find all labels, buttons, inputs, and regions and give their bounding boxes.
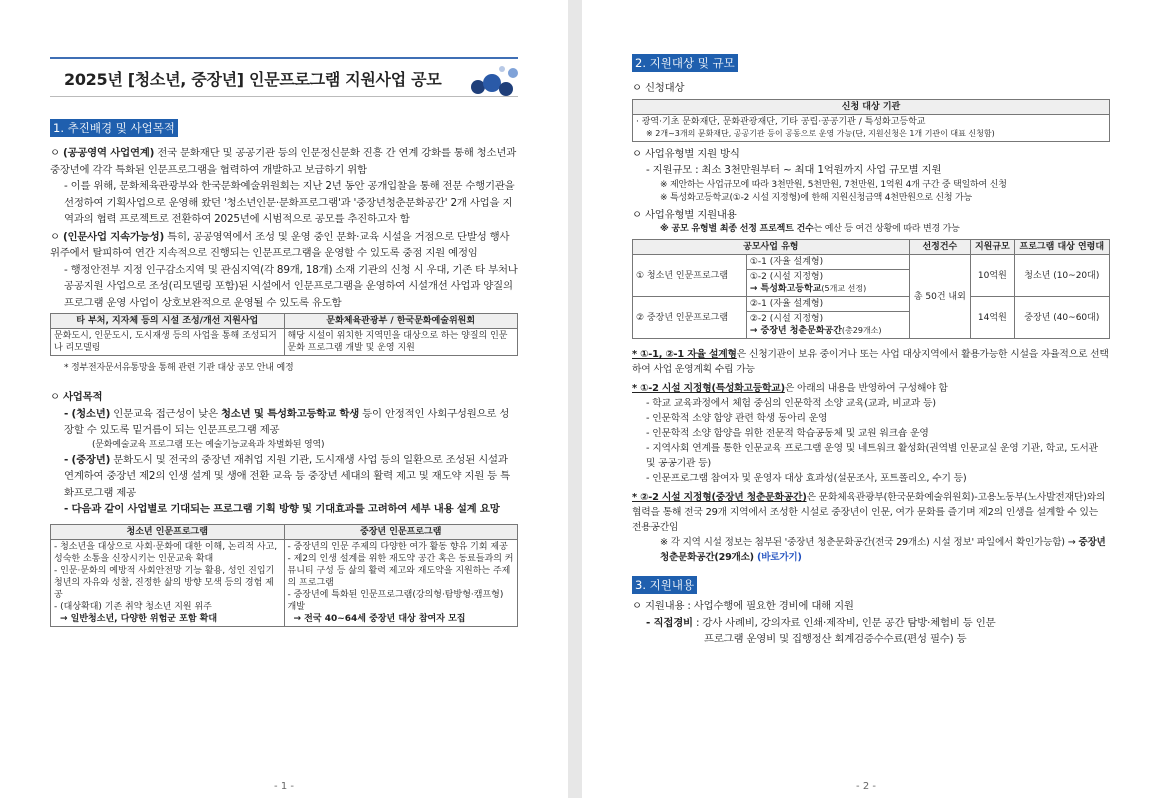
list-item: · 광역·기초 문화재단, 문화관광재단, 기타 공립·공공기관 / 특성화고등학교	[636, 116, 926, 127]
type-item: - 지원규모 : 최소 3천만원부터 ~ 최대 1억원까지 사업 규모별 지원	[646, 164, 942, 176]
page-number: - 1 -	[274, 781, 294, 792]
section-3-heading-row	[632, 574, 1110, 594]
target-institution-table	[632, 99, 1110, 142]
page-number: - 2 -	[856, 781, 876, 792]
type-item: ※ 제안하는 사업규모에 따라 3천만원, 5천만원, 7천만원, 1억원 4개 구간 중 택일하여 신청	[660, 179, 1007, 190]
background-1-text: 전국 문화재단 및 공공기관 등의 인문정신문화 진흥 간 연계 강화를 통해 청소년과 중장년에 각각 특화된 인문프로그램을 협력하여 개발하고 보급하기 위함	[50, 147, 517, 176]
section-2-heading: 2. 지원대상 및 규모	[632, 54, 738, 72]
table-cell: ②-1 (자율 설계형)	[746, 297, 909, 312]
table-header: 공모사업 유형	[633, 240, 910, 255]
list-item: - 인문학적 소양 함양 관련 학생 동아리 운영	[646, 413, 828, 424]
purpose-youth-sub: (문화예술교육 프로그램 또는 예술기능교육과 차별화된 영역)	[92, 439, 325, 450]
direct-expense: - 직접경비 : 강사 사례비, 강의자료 인쇄·제작비, 인문 공간 탐방·체험비 등 인문	[646, 616, 996, 629]
background-1-sub: - 이를 위해, 문화체육관광부와 한국문화예술위원회는 지난 2년 동안 공개입찰을 통해 전문 수행기관을 선정하여 기획사업으로 운영해 왔던 '청소년인문·문화프로그램'과 '중장년청춘문화공간' 2개 사업을 지역과의 협력 프로젝트로 전환하여 2025년에 시범적으로 공모를 추진하고자 함	[64, 180, 515, 225]
document-page-2	[582, 0, 1150, 798]
table-cell: ①-1 (자율 설계형)	[746, 255, 909, 270]
table-cell: ②-2 (시설 지정형) → 중장년 청춘문화공간(총29개소)	[746, 312, 909, 339]
section-1-heading-row	[50, 117, 518, 137]
bullet-o-icon: ㅇ	[50, 391, 63, 403]
support-content: ㅇ 지원내용 : 사업수행에 필요한 경비에 대해 지원	[632, 600, 854, 612]
table-cell: 문화도시, 인문도시, 도시재생 등의 사업을 통해 조성되거나 리모델링	[51, 329, 285, 356]
document-page-1	[0, 0, 568, 798]
list-item: - 인문프로그램 참여자 및 운영자 대상 효과성(설문조사, 포트폴리오, 수기 등)	[646, 473, 967, 484]
list-item: → 일반청소년, 다양한 위험군 포함 확대	[60, 613, 218, 624]
table-cell	[51, 539, 285, 626]
content-heading: ㅇ 사업유형별 지원내용	[632, 208, 737, 221]
table-cell: 14억원	[971, 297, 1015, 339]
list-item: - 지역사회 연계를 통한 인문교육 프로그램 운영 및 네트워크 활성화(권역별 인문교실 운영 기관, 학교, 도서관 및 공공기관 등)	[646, 443, 1098, 469]
list-item: - 중장년에 특화된 인문프로그램(강의형·탐방형·캠프형) 개발	[287, 589, 504, 612]
table-header: 청소년 인문프로그램	[51, 524, 285, 539]
list-item: - 제2의 인생 설계를 위한 재도약 공간 혹은 동료들과의 커뮤니티 구성 등 삶의 활력 제고와 재도약을 지원하는 주제의 프로그램	[287, 553, 514, 588]
direct-expense-cont: 프로그램 운영비 및 집행정산 회계검증수수료(편성 필수) 등	[704, 633, 967, 645]
table-header: 프로그램 대상 연령대	[1014, 240, 1109, 255]
list-item: ※ 2개~3개의 문화재단, 공공기관 등이 공동으로 운영 가능(단, 지원신청은 1개 기관이 대표 신청함)	[646, 128, 995, 138]
purpose-middle-age: - (중장년) 문화도시 및 전국의 중장년 재취업 지원 기관, 도시재생 사업 등의 일환으로 조성된 시설과 연계하여 중장년 제2의 인생 설계 및 생애 전환 교육 등 중장년 세대의 활력 제고 및 재도약 지원 등 특화프로그램 제공	[64, 453, 510, 499]
list-item: - 중장년의 인문 주제의 다양한 여가 활동 향유 기회 제공	[287, 541, 508, 552]
background-1-head: (공공영역 사업연계)	[62, 147, 155, 159]
document-title-box	[50, 57, 518, 97]
background-2-text: 특히, 공공영역에서 조성 및 운영 중인 문화·교육 시설을 거점으로 단발성 행사 위주에서 탈피하여 연간 지속적으로 진행되는 인문프로그램을 운영할 수 있도록 중점 지원 예정임	[50, 230, 510, 259]
section-1-heading: 1. 추진배경 및 사업목적	[50, 119, 178, 137]
note-facility-center-sub: ※ 각 지역 시설 정보는 첨부된 '중장년 청춘문화공간(전국 29개소) 시설 정보' 파일에서 확인가능함) → 중장년청춘문화공간(29개소) (바로가기)	[660, 537, 1106, 563]
list-item: ①-2 (시설 지정형)	[749, 272, 824, 282]
type-item: ※ 특성화고등학교(①-2 시설 지정형)에 한해 지원신청금액 4천만원으로 신청 가능	[660, 192, 973, 203]
background-2	[50, 229, 518, 262]
list-item: → 전국 40~64세 중장년 대상 참여자 모집	[293, 613, 466, 624]
bullet-o-icon: ㅇ	[50, 147, 63, 159]
title-decoration-icon	[466, 59, 518, 96]
table-cell	[284, 539, 518, 626]
list-item: ②-2 (시설 지정형)	[749, 314, 824, 324]
table-cell: ①-2 (시설 지정형) → 특성화고등학교(5개교 선정)	[746, 270, 909, 297]
table-header: 지원규모	[971, 240, 1015, 255]
purpose-heading: ㅇ 사업목적	[50, 391, 103, 403]
purpose-youth: - (청소년) 인문교육 접근성이 낮은 청소년 및 특성화고등학교 학생 등이 안정적인 사회구성원으로 성장할 수 있도록 밑거름이 되는 인문프로그램 제공	[64, 407, 510, 436]
note-facility-center: * ②-2 시설 지정형(중장년 청춘문화공간)은 문화체육관광부(한국문화예술위원회)-고용노동부(노사발전재단)와의 협력을 통해 전국 29개 지역에서 조성한 시설로 중장년이 인문, 여가 문화를 즐기며 제2의 인생을 설계할 수 있는 전용공간임	[632, 492, 1106, 533]
background-1	[50, 145, 518, 178]
section-2-heading-row	[632, 52, 1110, 72]
table-cell: 해당 시설이 위치한 지역민을 대상으로 하는 양질의 인문문화 프로그램 개발 및 운영 지원	[284, 329, 518, 356]
target-heading: ㅇ 신청대상	[632, 82, 685, 94]
list-item: - 인문학적 소양 함양을 위한 전문적 학습공동체 및 교원 워크숍 운영	[646, 428, 929, 439]
table-cell	[633, 114, 1110, 141]
support-comparison-table	[50, 313, 518, 356]
table-cell: ① 청소년 인문프로그램	[633, 255, 747, 297]
background-2-head: (인문사업 지속가능성)	[62, 230, 165, 243]
purpose-design-request: - 다음과 같이 사업별로 기대되는 프로그램 기획 방향 및 기대효과를 고려하여 세부 내용 설계 요망	[64, 503, 500, 515]
table-cell: 중장년 (40~60대)	[1014, 297, 1109, 339]
section-3-heading: 3. 지원내용	[632, 576, 697, 594]
program-expectation-table	[50, 524, 518, 627]
table-cell: 청소년 (10~20대)	[1014, 255, 1109, 297]
program-type-table	[632, 239, 1110, 339]
table-header: 문화체육관광부 / 한국문화예술위원회	[284, 314, 518, 329]
bullet-o-icon: ㅇ	[50, 230, 63, 243]
table-header: 중장년 인문프로그램	[284, 524, 518, 539]
table-header: 타 부처, 지자체 등의 시설 조성/개선 지원사업	[51, 314, 285, 329]
list-item: - (대상확대) 기존 취약 청소년 지원 위주	[54, 601, 212, 612]
table-header: 신청 대상 기관	[633, 99, 1110, 114]
table-cell: 총 50건 내외	[909, 255, 970, 339]
note-1: * 정부전자문서유통망을 통해 관련 기관 대상 공모 안내 예정	[64, 363, 294, 373]
list-item: - 인문·문화의 예방적 사회안전망 기능 활용, 성인 진입기 청년의 자유와 성찰, 진정한 삶의 방향 모색 등의 경험 제공	[54, 565, 275, 600]
table-cell: ② 중장년 인문프로그램	[633, 297, 747, 339]
shortcut-link[interactable]: (바로가기)	[753, 552, 802, 563]
content-note: ※ 공모 유형별 최종 선정 프로젝트 건수는 예산 등 여건 상황에 따라 변경 가능	[660, 224, 960, 234]
note-self-design: * ①-1, ②-1 자율 설계형은 신청기관이 보유 중이거나 또는 사업 대상지역에서 활용가능한 시설을 자율적으로 선택하여 사업 운영계획 수립 가능	[632, 349, 1109, 375]
note-facility-school: * ①-2 시설 지정형(특성화고등학교)은 아래의 내용을 반영하여 구성해야 함	[632, 383, 948, 394]
list-item: - 학교 교육과정에서 체험 중심의 인문학적 소양 교육(교과, 비교과 등)	[646, 398, 936, 409]
document-title: 2025년 [청소년, 중장년] 인문프로그램 지원사업 공모	[64, 70, 442, 89]
note-facility-school-list	[632, 396, 1110, 486]
list-item: - 청소년을 대상으로 사회·문화에 대한 이해, 논리적 사고, 성숙한 소통을 신장시키는 인문교육 확대	[54, 541, 278, 564]
table-header: 선정건수	[909, 240, 970, 255]
type-heading: ㅇ 사업유형별 지원 방식	[632, 147, 740, 160]
background-2-sub: - 행정안전부 지정 인구감소지역 및 관심지역(각 89개, 18개) 소재 기관의 신청 시 우대, 기존 타 부처나 공공지원 사업으로 조성(리모델링 포함)된 시설에서 인문프로그램을 운영하여 시설개선 사업과 양질의 프로그램 운영 사업이 상호보완적으로 운영될 수 있도록 유도함	[64, 263, 518, 309]
table-cell: 10억원	[971, 255, 1015, 297]
